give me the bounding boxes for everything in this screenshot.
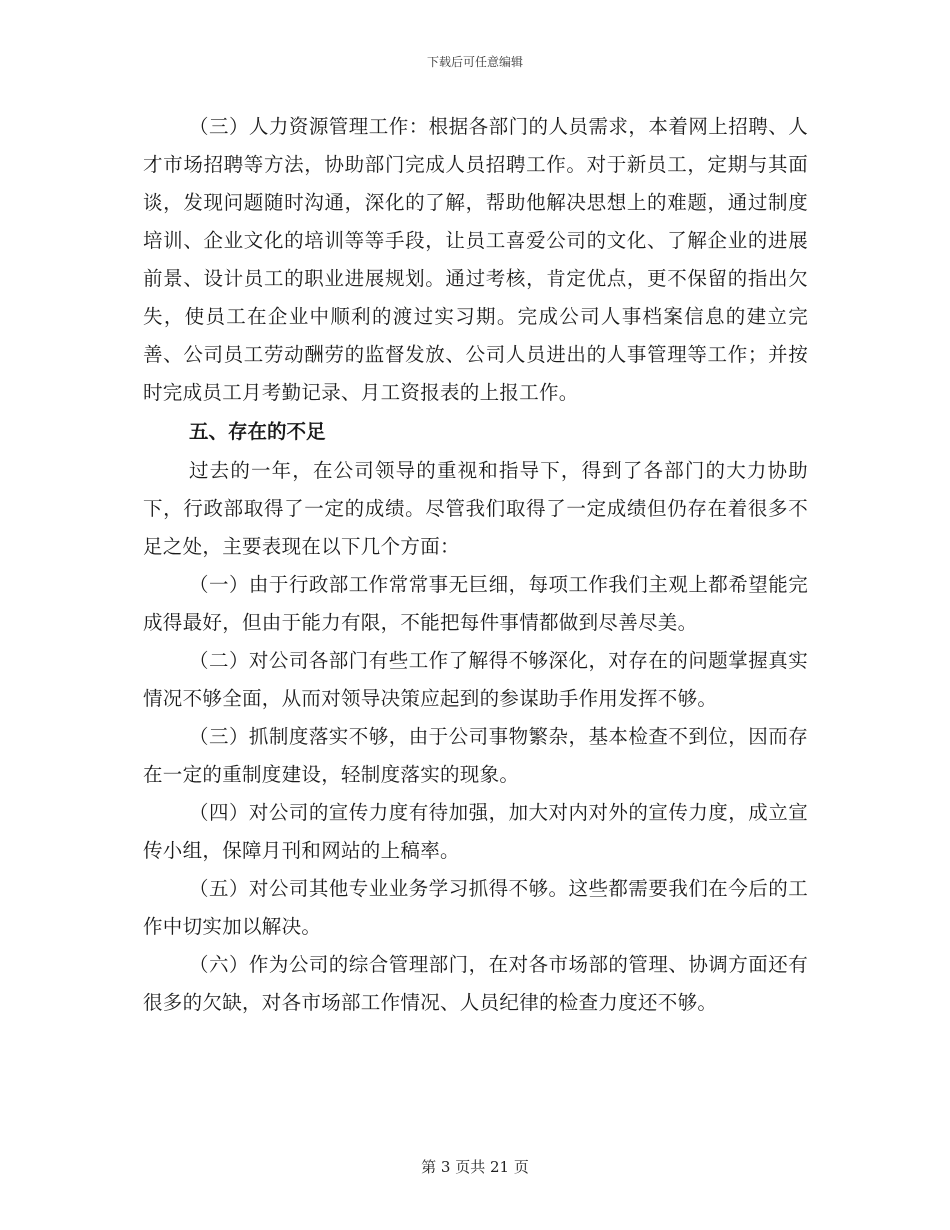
document-body [143, 108, 808, 1022]
paragraph-shortcoming-4: （四）对公司的宣传力度有待加强，加大对内对外的宣传力度，成立宣传小组，保障月刊和网站的上稿率。 [143, 801, 808, 862]
paragraph-shortcoming-1: （一）由于行政部工作常常事无巨细，每项工作我们主观上都希望能完成得最好，但由于能力有限，不能把每件事情都做到尽善尽美。 [143, 573, 808, 634]
paragraph-shortcoming-2: （二）对公司各部门有些工作了解得不够深化，对存在的问题掌握真实情况不够全面，从而对领导决策应起到的参谋助手作用发挥不够。 [143, 649, 808, 710]
page-number-footer: 第 3 页共 21 页 [421, 1158, 529, 1176]
paragraph-shortcoming-3: （三）抓制度落实不够，由于公司事物繁杂，基本检查不到位，因而存在一定的重制度建设，轻制度落实的现象。 [143, 725, 808, 786]
paragraph-hr-management: （三）人力资源管理工作：根据各部门的人员需求，本着网上招聘、人才市场招聘等方法，协助部门完成人员招聘工作。对于新员工，定期与其面谈，发现问题随时沟通，深化的了解，帮助他解决思想上的难题，通过制度培训、企业文化的培训等等手段，让员工喜爱公司的文化、了解企业的进展前景、设计员工的职业进展规划。通过考核，肯定优点，更不保留的指出欠失，使员工在企业中顺利的渡过实习期。完成公司人事档案信息的建立完善、公司员工劳动酬劳的监督发放、公司人员进出的人事管理等工作；并按时完成员工月考勤记录、月工资报表的上报工作。 [143, 115, 808, 404]
paragraph-shortcoming-5: （五）对公司其他专业业务学习抓得不够。这些都需要我们在今后的工作中切实加以解决。 [143, 877, 808, 938]
paragraph-shortcoming-6: （六）作为公司的综合管理部门，在对各市场部的管理、协调方面还有很多的欠缺，对各市场部工作情况、人员纪律的检查力度还不够。 [143, 953, 808, 1014]
section-heading-shortcomings: 五、存在的不足 [189, 420, 326, 443]
page-header: 下载后可任意编辑 [426, 55, 523, 69]
paragraph-shortcomings-intro: 过去的一年，在公司领导的重视和指导下，得到了各部门的大力协助下，行政部取得了一定的成绩。尽管我们取得了一定成绩但仍存在着很多不足之处，主要表现在以下几个方面： [143, 459, 808, 558]
